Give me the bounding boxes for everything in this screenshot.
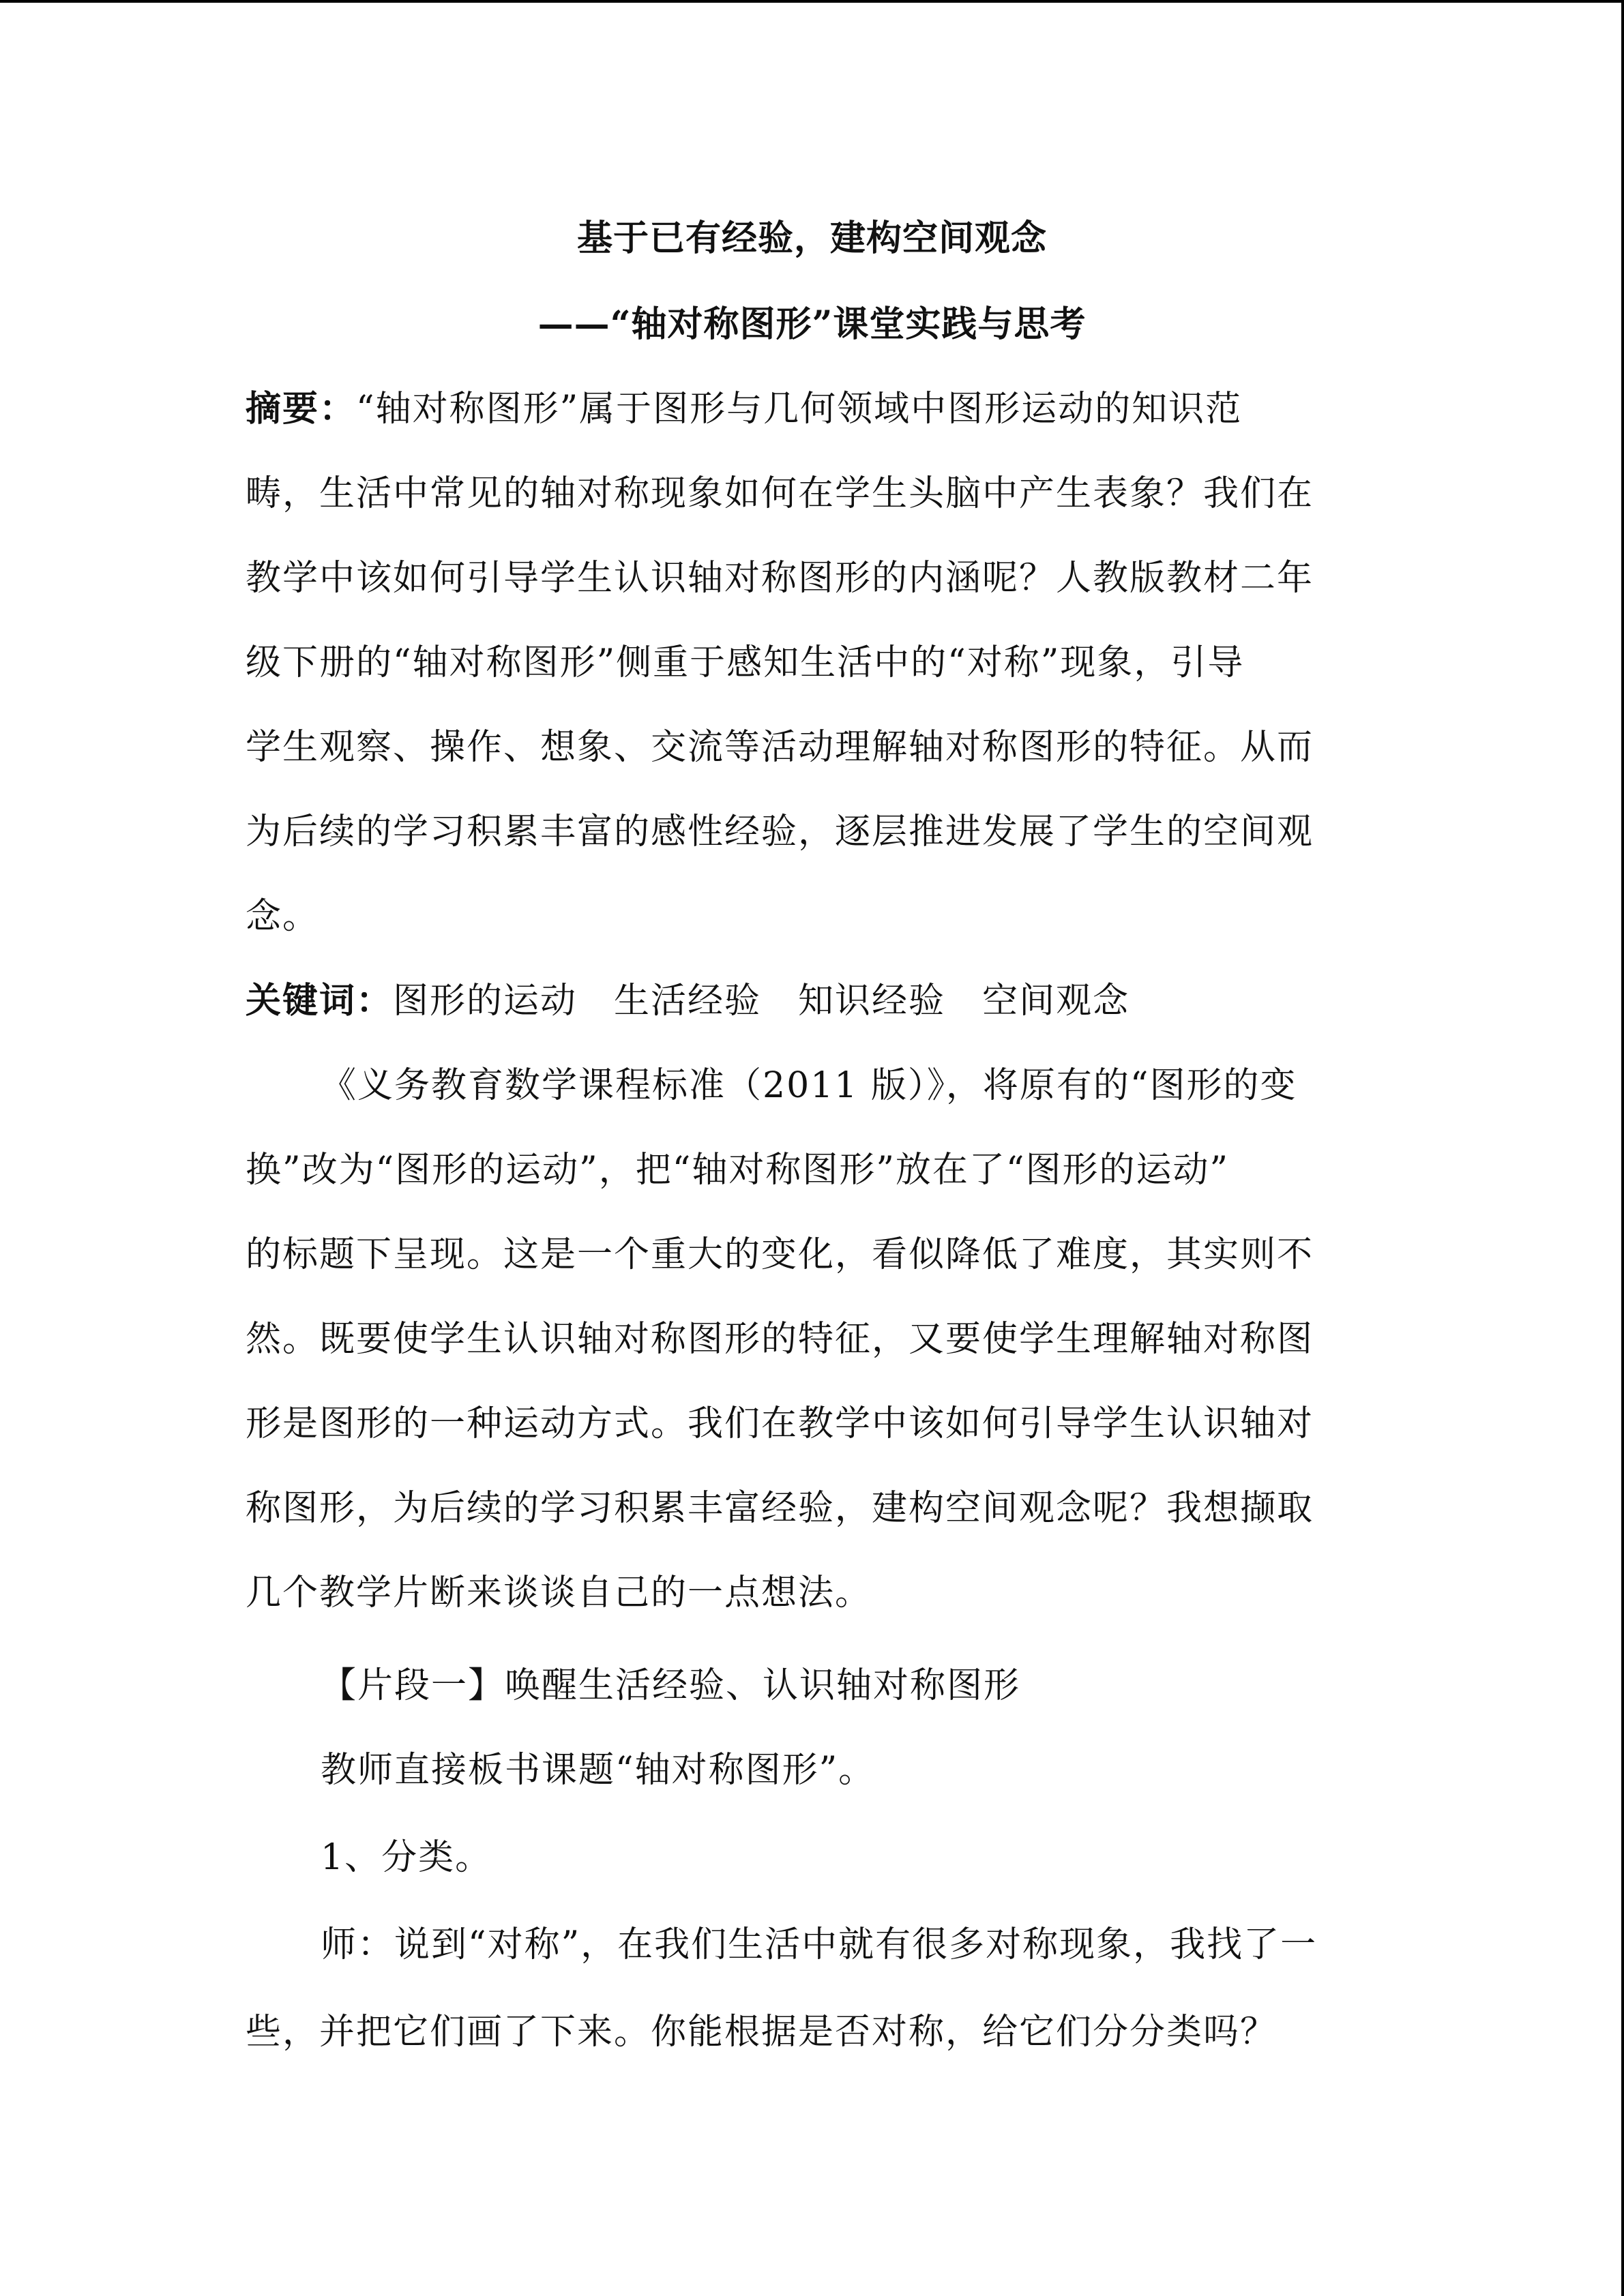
intro-line: 《义务教育数学课程标准（2011 版）》，将原有的“图形的变 [321, 1065, 1297, 1106]
intro-line: 的标题下呈现。这是一个重大的变化，看似降低了难度，其实则不 [246, 1234, 1314, 1275]
teacher-line: 师：说到“对称”，在我们生活中就有很多对称现象，我找了一 [321, 1924, 1318, 1965]
intro-line: 形是图形的一种运动方式。我们在教学中该如何引导学生认识轴对 [246, 1403, 1314, 1444]
intro-line: 几个教学片断来谈谈自己的一点想法。 [246, 1572, 872, 1613]
abstract-text: “轴对称图形”属于图形与几何领域中图形运动的知识范 [356, 389, 1243, 430]
abstract-line: 为后续的学习积累丰富的感性经验，逐层推进发展了学生的空间观 [246, 811, 1314, 852]
teacher-line: 些，并把它们画了下来。你能根据是否对称，给它们分分类吗？ [246, 2012, 1278, 2053]
abstract-line: 畴，生活中常见的轴对称现象如何在学生头脑中产生表象？我们在 [246, 473, 1314, 514]
abstract-line: 级下册的“轴对称图形”侧重于感知生活中的“对称”现象，引导 [246, 642, 1245, 683]
document-title: 基于已有经验，建构空间观念 [576, 218, 1047, 259]
keywords-label: 关键词： [246, 980, 394, 1022]
abstract-line: 教学中该如何引导学生认识轴对称图形的内涵呢？人教版教材二年 [246, 558, 1314, 599]
document-subtitle: ——“轴对称图形”课堂实践与思考 [537, 303, 1087, 345]
intro-line: 称图形，为后续的学习积累丰富经验，建构空间观念呢？我想撷取 [246, 1488, 1314, 1529]
keywords-line [246, 974, 1378, 1028]
keyword: 空间观念 [982, 981, 1130, 1022]
keyword: 生活经验 [614, 981, 762, 1022]
abstract-line: 学生观察、操作、想象、交流等活动理解轴对称图形的特征。从而 [246, 727, 1314, 768]
abstract-line [246, 382, 1378, 436]
segment-heading: 【片段一】唤醒生活经验、认识轴对称图形 [321, 1665, 1021, 1706]
segment-step: 1、分类。 [321, 1837, 492, 1878]
intro-line: 换”改为“图形的运动”，把“轴对称图形”放在了“图形的运动” [246, 1150, 1230, 1191]
abstract-line: 念。 [246, 896, 320, 937]
keyword: 图形的运动 [393, 981, 578, 1022]
intro-line: 然。既要使学生认识轴对称图形的特征，又要使学生理解轴对称图 [246, 1319, 1314, 1360]
segment-board-text: 教师直接板书课题“轴对称图形”。 [321, 1750, 876, 1791]
keyword: 知识经验 [798, 981, 946, 1022]
abstract-label: 摘要： [246, 388, 357, 430]
